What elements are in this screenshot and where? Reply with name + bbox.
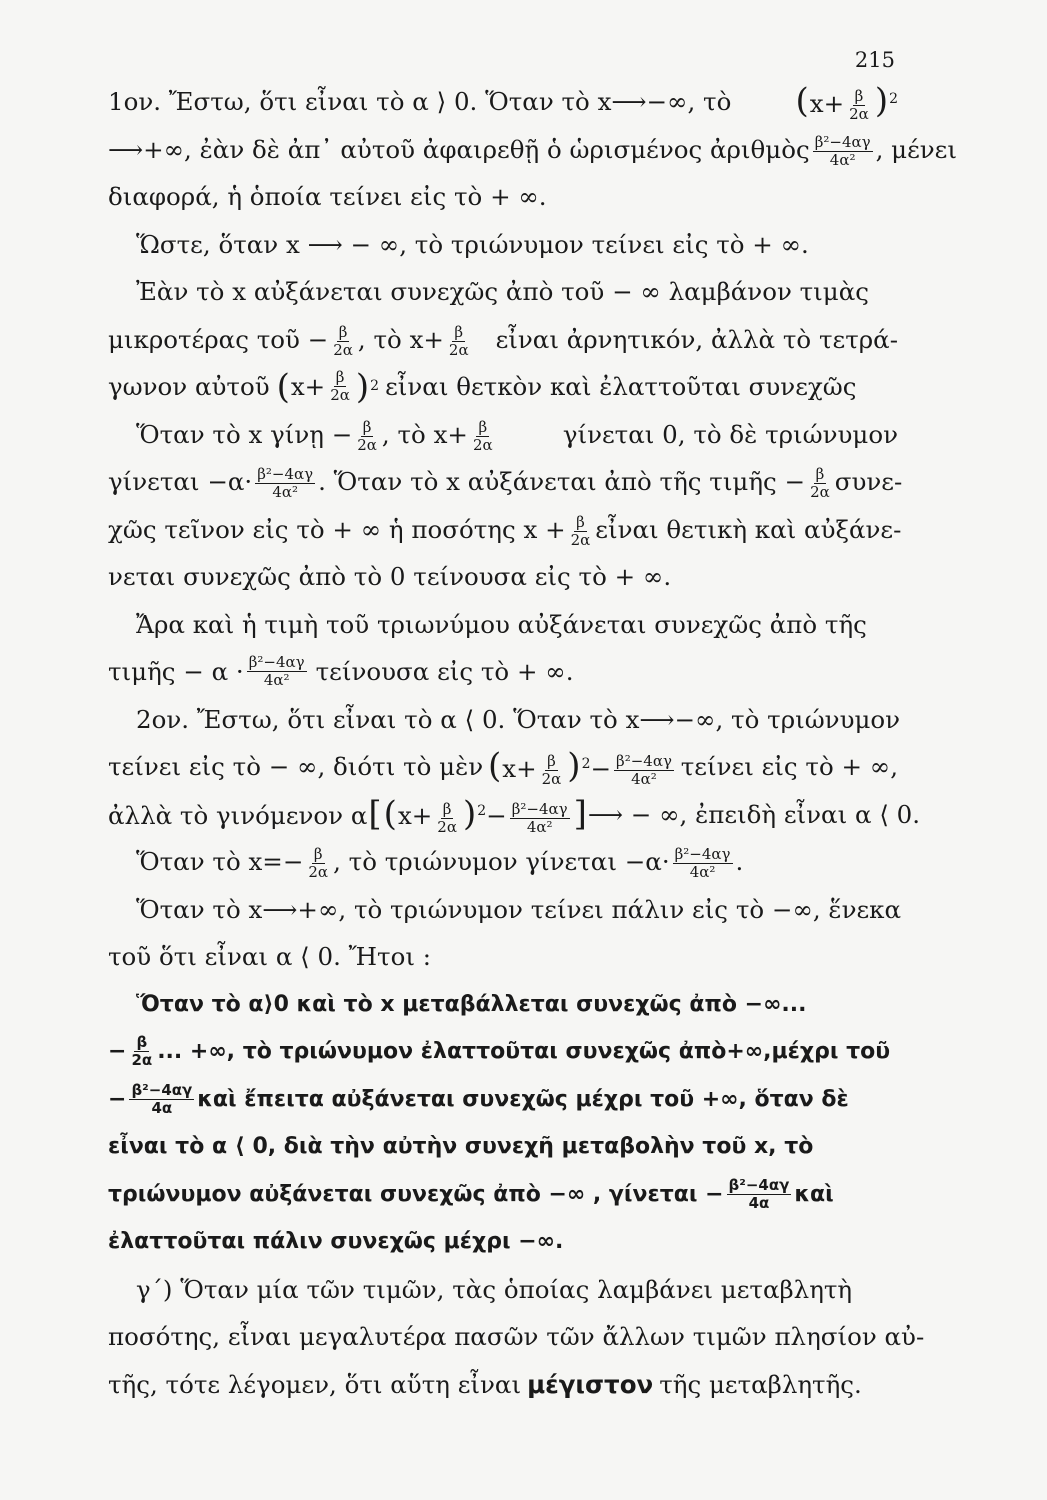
fraction: $\frac{\beta}{2\alpha}$ [333,322,353,359]
fraction: $\frac{\text{β²−4αγ}}{\text{4α²}}$ [257,465,314,501]
line-26: γ΄) Ὅταν μία τῶν τιμῶν, τὰς ὁποίας λαμβάνει μεταβλητὴ [136,1274,853,1304]
line-10 [108,506,902,554]
fraction: $\frac{\beta}{2\alpha}$ [357,417,377,454]
line-1 [108,78,898,126]
line-10-text: χῶς τεῖνον εἰς τὸ + ∞ ἡ ποσότης x + $\frac{\beta}{2\alpha}$ [108,512,591,549]
line-15: τείνει εἰς τὸ − ∞, διότι τὸ μὲν (x+ $\frac{\beta}{2\alpha}$ )$^2$− $\frac{\text{β²−4αγ}}{\text{4α²}}$ τείνει εἰς τὸ + ∞, [108,743,898,791]
line-1-text: 1ον. Ἔστω, ὅτι εἶναι τὸ α ⟩ 0. Ὅταν τὸ x⟶−∞, τὸ [108,87,732,116]
line-9 [108,458,903,506]
line-27: ποσότης, εἶναι μεγαλυτέρα πασῶν τῶν ἄλλων τιμῶν πλησίον αὐ- [108,1322,925,1351]
line-4: Ὥστε, ὅταν x ⟶ − ∞, τὸ τριώνυμον τείνει εἰς τὸ + ∞. [136,229,809,259]
line-28: τῆς, τότε λέγομεν, ὅτι αὕτη εἶναι μέγιστον τῆς μεταβλητῆς. [108,1361,898,1409]
line-9-end: συνε- [834,467,903,496]
formula-1: (x+ $\frac{\beta}{2\alpha}$ )$^2$ [795,81,898,124]
fraction: $\frac{\text{β²−4αγ}}{\text{4α²}}$ [814,132,871,169]
line-18: Ὅταν τὸ x⟶+∞, τὸ τριώνυμον τείνει πάλιν εἰς τὸ −∞, ἕνεκα [136,894,902,924]
line-23: εἶναι τὸ α ⟨ 0, διὰ τὴν αὐτὴν συνεχῆ μεταβολὴν τοῦ x, τὸ [108,1134,814,1159]
line-19: τοῦ ὅτι εἶναι α ⟨ 0. Ἤτοι : [108,942,432,971]
line-8 [108,411,898,459]
fraction: $\frac{\beta}{2\alpha}$ [330,368,350,405]
line-20: Ὅταν τὸ α⟩0 καὶ τὸ x μεταβάλλεται συνεχῶς ἀπὸ −∞... [136,991,807,1017]
fraction: $\frac{\text{β²−4αγ}}{4\alpha}$ [728,1175,790,1212]
fraction: $\frac{\text{β²−4αγ}}{\text{4α²}}$ [248,653,305,690]
line-6 [108,316,898,364]
page-number: 215 [854,48,895,72]
line-2-text: ⟶+∞, ἐὰν δὲ ἀπ᾽ αὐτοῦ ἀφαιρεθῇ ὁ ὡρισμένος ἀριθμὸς $\frac{\text{β²−4αγ}}{\text{4α²}}$ [108,132,871,169]
line-3: διαφορά, ἡ ὁποία τείνει εἰς τὸ + ∞. [108,182,547,211]
line-5: Ἐὰν τὸ x αὐξάνεται συνεχῶς ἀπὸ τοῦ − ∞ λαμβάνον τιμὰς [136,277,869,306]
formula-15: (x+ $\frac{\beta}{2\alpha}$ )$^2$− $\frac{\text{β²−4αγ}}{\text{4α²}}$ [487,746,672,789]
line-2-end: , μένει [875,134,957,164]
formula-16: ἀλλὰ τὸ γινόμενον α[(x+ $\frac{\beta}{2\alpha}$ )$^2$− $\frac{\text{β²−4αγ}}{\text{4α²}}$ ] [108,793,587,836]
line-8-text: Ὅταν τὸ x γίνῃ − $\frac{\beta}{2\alpha}$ , τὸ x+ $\frac{\beta}{2\alpha}$ [136,417,493,454]
line-13: τιμῆς − α · $\frac{\text{β²−4αγ}}{\text{4α²}}$ τείνουσα εἰς τὸ + ∞. [108,653,574,690]
fraction: $\frac{\beta}{2\alpha}$ [849,87,869,124]
line-11: νεται συνεχῶς ἀπὸ τὸ 0 τείνουσα εἰς τὸ + ∞. [108,562,672,591]
line-14: 2ον. Ἔστω, ὅτι εἶναι τὸ α ⟨ 0. Ὅταν τὸ x⟶−∞, τὸ τριώνυμον [136,704,901,734]
term-maximum: μέγιστον [527,1369,654,1399]
line-2 [108,126,957,174]
fraction: $\frac{\beta}{2\alpha}$ [437,799,457,836]
line-21: − $\frac{\beta}{2\alpha}$ ... +∞, τὸ τριώνυμον ἐλαττοῦται συνεχῶς ἀπὸ+∞,μέχρι τοῦ [108,1033,891,1070]
fraction: $\frac{\text{β²−4αγ}}{\text{4α²}}$ [616,752,672,789]
fraction: $\frac{\beta}{2\alpha}$ [810,465,830,501]
fraction: $\frac{\text{β²−4αγ}}{4\alpha}$ [131,1080,193,1117]
fraction: $\frac{\text{β²−4αγ}}{\text{4α²}}$ [511,799,568,836]
line-8-end: γίνεται 0, τὸ δὲ τριώνυμον [562,419,898,449]
fraction: $\frac{\beta}{2\alpha}$ [448,322,469,359]
line-10-end: εἶναι θετικὴ καὶ αὐξάνε- [595,514,902,544]
line-6-text: μικροτέρας τοῦ − $\frac{\beta}{2\alpha}$ , τὸ x+ $\frac{\beta}{2\alpha}$ [108,322,469,359]
fraction: $\frac{\beta}{2\alpha}$ [472,417,493,454]
line-24: τριώνυμον αὐξάνεται συνεχῶς ἀπὸ −∞ , γίνεται − $\frac{\text{β²−4αγ}}{4\alpha}$ καὶ [108,1175,834,1212]
line-7: γωνον αὐτοῦ ( x+ $\frac{\beta}{2\alpha}$ ) 2 εἶναι θετκὸν καὶ ἐλαττοῦται συνεχῶς [108,366,857,407]
line-12: Ἄρα καὶ ἡ τιμὴ τοῦ τριωνύμου αὐξάνεται συνεχῶς ἀπὸ τῆς [136,609,867,639]
line-9-text: γίνεται −α· $\frac{\text{β²−4αγ}}{\text{4α²}}$ . Ὅταν τὸ x αὐξάνεται ἀπὸ τῆς τιμῆς − $\frac{\beta}{2\alpha}$ [108,465,830,501]
fraction: $\frac{\text{β²−4αγ}}{\text{4α²}}$ [674,845,731,881]
fraction: $\frac{\beta}{2\alpha}$ [308,845,329,881]
line-17: Ὅταν τὸ x=− $\frac{\beta}{2\alpha}$ , τὸ τριώνυμον γίνεται −α· $\frac{\text{β²−4αγ}}{\text{4α²}}$ . [136,845,744,881]
line-16: ἀλλὰ τὸ γινόμενον α[(x+ $\frac{\beta}{2\alpha}$ )$^2$− $\frac{\text{β²−4αγ}}{\text{4α²}}$ ] ⟶ − ∞, ἐπειδὴ εἶναι α ⟨ 0. [108,791,898,839]
fraction: $\frac{\beta}{2\alpha}$ [541,752,562,789]
fraction: $\frac{\beta}{2\alpha}$ [570,512,591,549]
line-22: − $\frac{\text{β²−4αγ}}{4\alpha}$ καὶ ἔπειτα αὐξάνεται συνεχῶς μέχρι τοῦ +∞, ὅταν δὲ [108,1080,849,1117]
page-body [108,78,957,1408]
fraction: $\frac{\beta}{2\alpha}$ [131,1033,153,1070]
line-25: ἐλαττοῦται πάλιν συνεχῶς μέχρι −∞. [108,1229,564,1254]
line-6-end: εἶναι ἀρνητικόν, ἀλλὰ τὸ τετρά- [495,324,898,354]
